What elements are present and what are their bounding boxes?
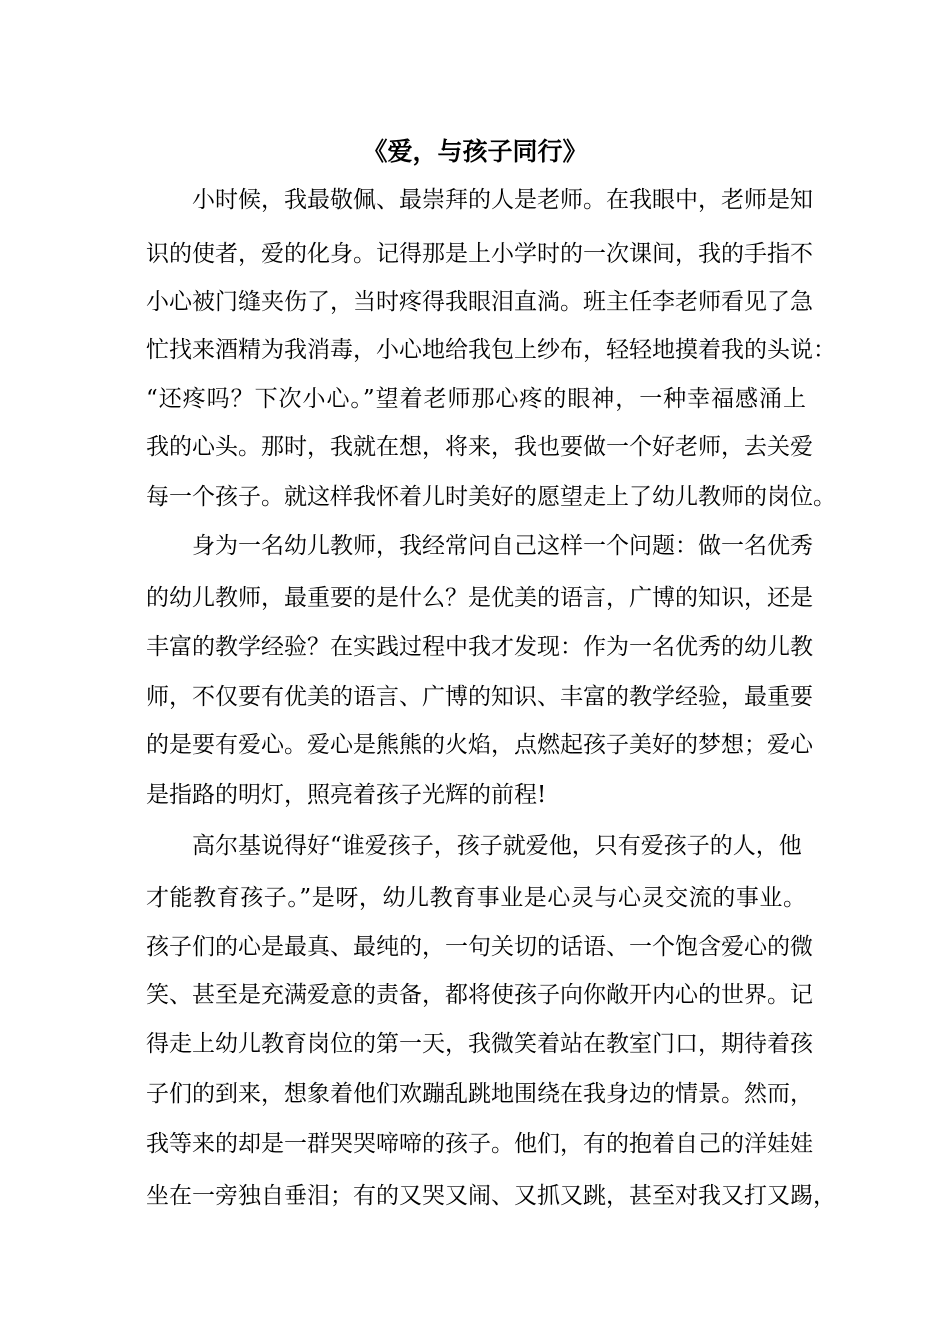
paragraph-3-line-4: 笑、甚至是充满爱意的责备，都将使孩子向你敞开内心的世界。记 — [146, 982, 813, 1008]
paragraph-3-line-5: 得走上幼儿教育岗位的第一天，我微笑着站在教室门口，期待着孩 — [146, 1031, 813, 1057]
paragraph-1-line-5: “还疼吗？下次小心。”望着老师那心疼的眼神，一种幸福感涌上 — [146, 386, 806, 412]
paragraph-2-line-2: 的幼儿教师，最重要的是什么？是优美的语言，广博的知识，还是 — [146, 585, 813, 611]
paragraph-2-line-6: 是指路的明灯，照亮着孩子光辉的前程! — [146, 782, 547, 808]
paragraph-2-line-3: 丰富的教学经验？在实践过程中我才发现：作为一名优秀的幼儿教 — [146, 634, 813, 660]
paragraph-3-line-3: 孩子们的心是最真、最纯的，一句关切的话语、一个饱含爱心的微 — [146, 934, 813, 960]
document-title: 《爱，与孩子同行》 — [362, 137, 588, 166]
paragraph-3-line-6: 子们的到来，想象着他们欢蹦乱跳地围绕在我身边的情景。然而， — [146, 1081, 813, 1107]
paragraph-1-line-7: 每一个孩子。就这样我怀着儿时美好的愿望走上了幼儿教师的岗位。 — [146, 484, 836, 510]
paragraph-1-line-6: 我的心头。那时，我就在想，将来，我也要做一个好老师，去关爱 — [146, 434, 813, 460]
paragraph-1-line-3: 小心被门缝夹伤了，当时疼得我眼泪直淌。班主任李老师看见了急 — [146, 289, 813, 315]
paragraph-3-line-7: 我等来的却是一群哭哭啼啼的孩子。他们，有的抱着自己的洋娃娃 — [146, 1131, 813, 1157]
paragraph-3-line-1: 高尔基说得好“谁爱孩子，孩子就爱他，只有爱孩子的人，他 — [192, 833, 802, 859]
paragraph-2-line-5: 的是要有爱心。爱心是熊熊的火焰，点燃起孩子美好的梦想；爱心 — [146, 732, 813, 758]
paragraph-1-line-4: 忙找来酒精为我消毒，小心地给我包上纱布，轻轻地摸着我的头说： — [146, 337, 836, 363]
paragraph-3-line-8: 坐在一旁独自垂泪；有的又哭又闹、又抓又跳，甚至对我又打又踢， — [146, 1183, 836, 1209]
paragraph-1-line-2: 识的使者，爱的化身。记得那是上小学时的一次课间，我的手指不 — [146, 241, 813, 267]
paragraph-2-line-1: 身为一名幼儿教师，我经常问自己这样一个问题：做一名优秀 — [192, 533, 813, 559]
paragraph-2-line-4: 师，不仅要有优美的语言、广博的知识、丰富的教学经验，最重要 — [146, 684, 813, 710]
paragraph-3-line-2: 才能教育孩子。”是呀，幼儿教育事业是心灵与心灵交流的事业。 — [146, 885, 806, 911]
paragraph-1-line-1: 小时候，我最敬佩、最崇拜的人是老师。在我眼中，老师是知 — [192, 187, 813, 213]
